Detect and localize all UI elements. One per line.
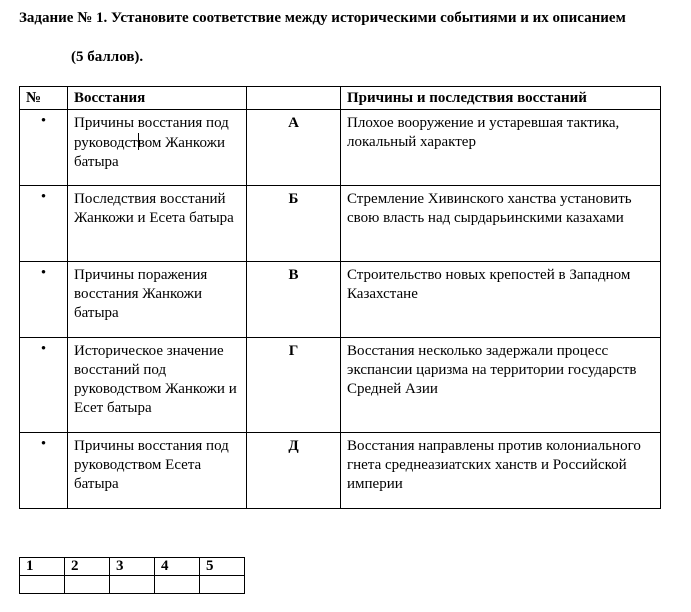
header-number: №	[20, 87, 68, 110]
event-cell	[68, 110, 247, 186]
answer-number-cell: 4	[155, 558, 200, 576]
answer-table	[19, 557, 245, 594]
bullet-marker: •	[20, 186, 68, 262]
table-row	[20, 433, 661, 509]
answer-number-cell: 5	[200, 558, 245, 576]
task-title: Задание № 1. Установите соответствие между историческими событиями и их описанием	[19, 10, 626, 26]
description-cell: Восстания несколько задержали процесс экспансии царизма на территории государств Средней Азии	[341, 338, 661, 433]
task-points: (5 баллов).	[71, 49, 144, 65]
answer-blank-cell[interactable]	[20, 576, 65, 594]
bullet-marker: •	[20, 338, 68, 433]
header-uprisings: Восстания	[68, 87, 247, 110]
letter-cell: В	[247, 262, 341, 338]
table-row	[20, 262, 661, 338]
event-cell: Историческое значение восстаний под руководством Жанкожи и Есет батыра	[68, 338, 247, 433]
description-cell: Плохое вооружение и устаревшая тактика, локальный характер	[341, 110, 661, 186]
letter-cell: Б	[247, 186, 341, 262]
header-letter	[247, 87, 341, 110]
event-text-part: Причины восстания под руководст	[74, 115, 229, 151]
event-cell: Причины поражения восстания Жанкожи батыра	[68, 262, 247, 338]
answer-number-cell: 1	[20, 558, 65, 576]
answer-number-row	[20, 558, 245, 576]
answer-blank-cell[interactable]	[65, 576, 110, 594]
table-row	[20, 110, 661, 186]
letter-cell: Г	[247, 338, 341, 433]
description-cell: Стремление Хивинского ханства установить свою власть над сырдарьинскими казахами	[341, 186, 661, 262]
answer-blank-cell[interactable]	[110, 576, 155, 594]
header-causes: Причины и последствия восстаний	[341, 87, 661, 110]
table-row	[20, 338, 661, 433]
bullet-marker: •	[20, 110, 68, 186]
description-cell: Восстания направлены против колониального гнета среднеазиатских ханств и Российской империи	[341, 433, 661, 509]
answer-blank-cell[interactable]	[155, 576, 200, 594]
letter-cell: Д	[247, 433, 341, 509]
event-text-part: вом Жанкожи батыра	[74, 135, 225, 170]
answer-number-cell: 2	[65, 558, 110, 576]
matching-table	[19, 86, 661, 509]
description-cell: Строительство новых крепостей в Западном Казахстане	[341, 262, 661, 338]
answer-input-row	[20, 576, 245, 594]
table-row	[20, 186, 661, 262]
bullet-marker: •	[20, 433, 68, 509]
event-cell: Причины восстания под руководством Есета батыра	[68, 433, 247, 509]
event-cell: Последствия восстаний Жанкожи и Есета батыра	[68, 186, 247, 262]
answer-number-cell: 3	[110, 558, 155, 576]
letter-cell: А	[247, 110, 341, 186]
bullet-marker: •	[20, 262, 68, 338]
table-header-row	[20, 87, 661, 110]
answer-blank-cell[interactable]	[200, 576, 245, 594]
